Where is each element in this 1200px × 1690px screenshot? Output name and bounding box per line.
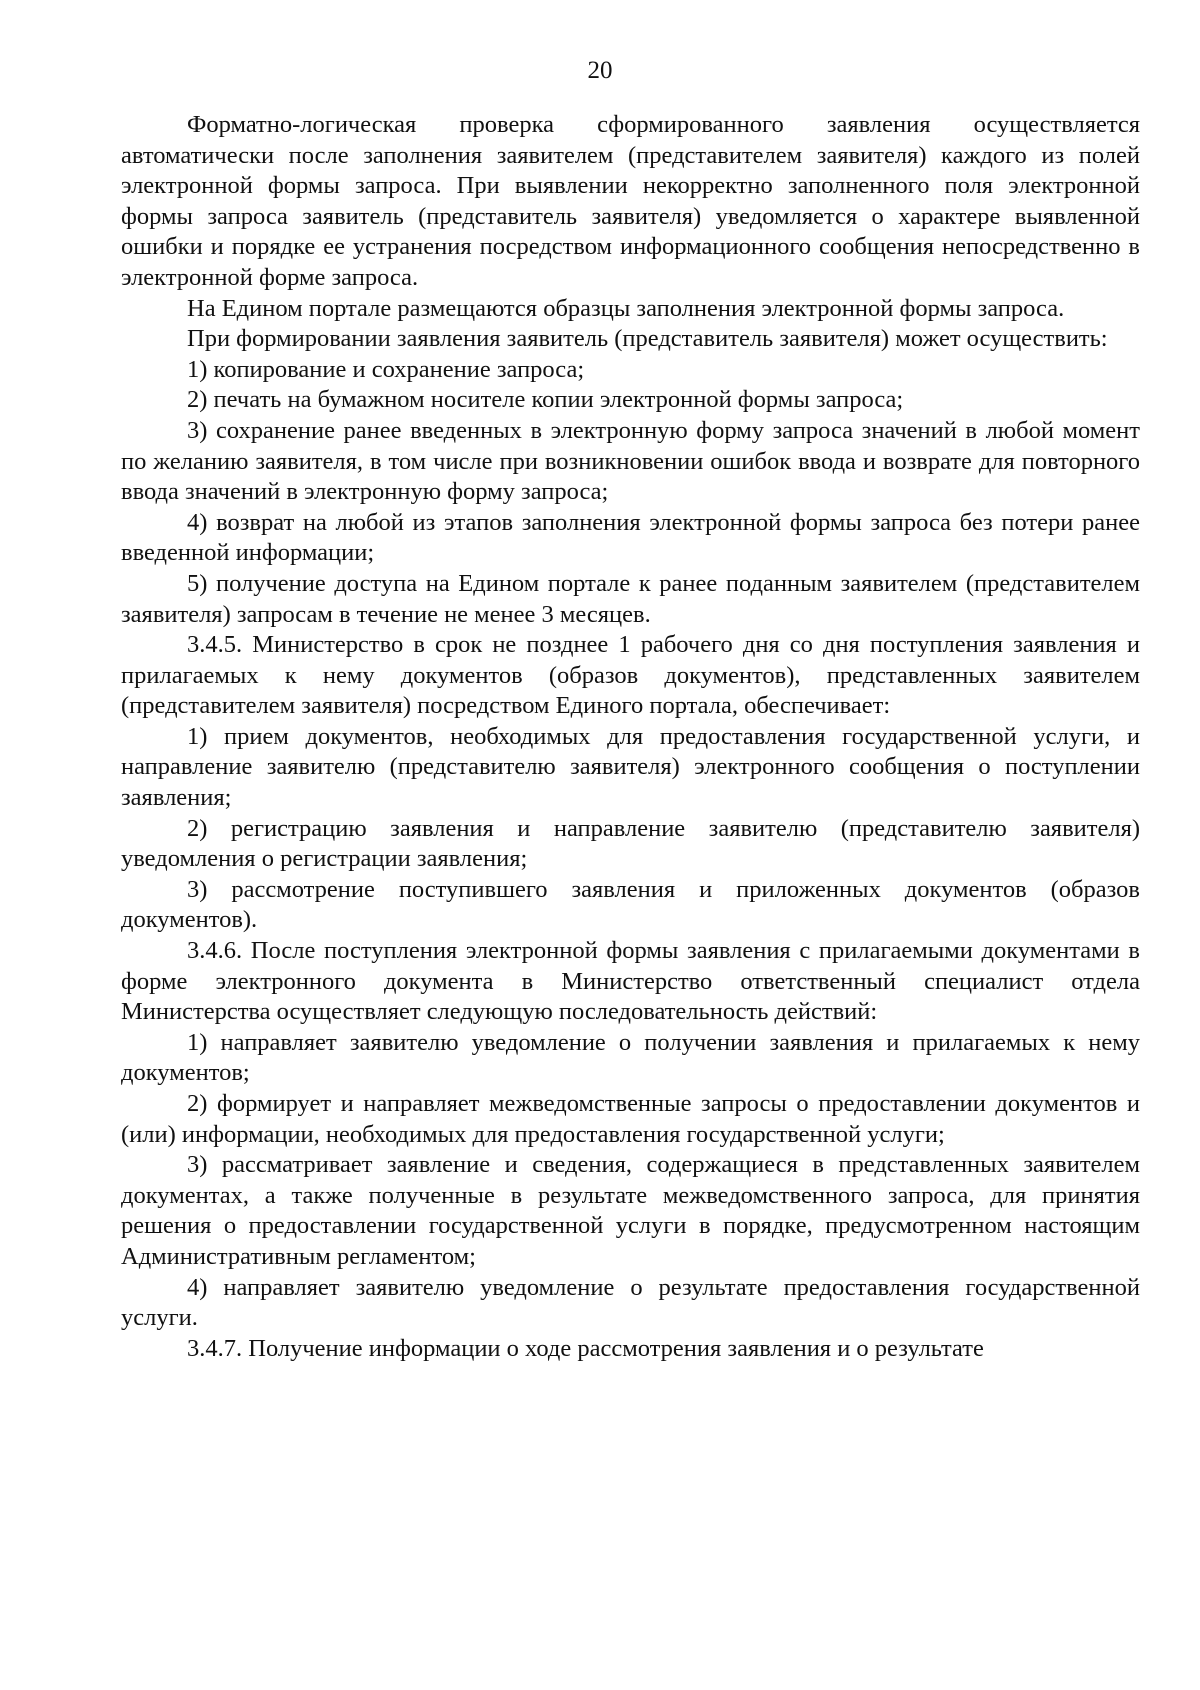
paragraph-applicant-may: При формировании заявления заявитель (представитель заявителя) может осуществить: <box>187 325 1108 353</box>
list-item-result-notice: 4) направляет заявителю уведомление о результате предоставления государственной услуги. <box>121 1273 1140 1332</box>
list-item-send-notice: 1) направляет заявителю уведомление о получении заявления и прилагаемых к нему документов; <box>121 1028 1140 1087</box>
paragraph-section-3-4-7: 3.4.7. Получение информации о ходе рассмотрения заявления и о результате <box>187 1334 984 1362</box>
list-item-registration: 2) регистрацию заявления и направление заявителю (представителю заявителя) уведомления о регистрации заявления; <box>121 814 1140 873</box>
list-item-consider-application: 3) рассматривает заявление и сведения, содержащиеся в представленных заявителем документах, а также полученные в результате межведомственного запроса, для принятия решения о предоставлении государственной услуги в порядке, предусмотренном настоящим Административным регламентом; <box>121 1151 1140 1270</box>
list-item-return-step: 4) возврат на любой из этапов заполнения электронной формы запроса без потери ранее введенной информации; <box>121 508 1140 567</box>
list-item-print: 2) печать на бумажном носителе копии электронной формы запроса; <box>187 386 904 414</box>
list-item-review: 3) рассмотрение поступившего заявления и приложенных документов (образов документов). <box>121 875 1140 934</box>
paragraph-section-3-4-5: 3.4.5. Министерство в срок не позднее 1 рабочего дня со дня поступления заявления и прилагаемых к нему документов (образов документов), представленных заявителем (представителем заявителя) посредством Единого портала, обеспечивает: <box>121 631 1140 720</box>
list-item-copy-save: 1) копирование и сохранение запроса; <box>187 355 585 383</box>
list-item-access-requests: 5) получение доступа на Едином портале к ранее поданным заявителем (представителем заявителя) запросам в течение не менее 3 месяцев. <box>121 569 1140 628</box>
page-number: 20 <box>587 57 613 84</box>
list-item-save-values: 3) сохранение ранее введенных в электронную форму запроса значений в любой момент по желанию заявителя, в том числе при возникновении ошибок ввода и возврате для повторного ввода значений в электронную форму запроса; <box>121 416 1140 506</box>
paragraph-sample-forms: На Едином портале размещаются образцы заполнения электронной формы запроса. <box>187 294 1065 322</box>
paragraph-section-3-4-6: 3.4.6. После поступления электронной формы заявления с прилагаемыми документами в форме электронного документа в Министерство ответственный специалист отдела Министерства осуществляет следующую последовательность действий: <box>121 937 1140 1026</box>
list-item-receive-documents: 1) прием документов, необходимых для предоставления государственной услуги, и направление заявителю (представителю заявителя) электронного сообщения о поступлении заявления; <box>121 722 1140 812</box>
document-body <box>121 110 1140 1364</box>
paragraph-format-logic-check: Форматно-логическая проверка сформированного заявления осуществляется автоматически после заполнения заявителем (представителем заявителя) каждого из полей электронной формы запроса. При выявлении некорректно заполненного поля электронной формы запроса заявитель (представитель заявителя) уведомляется о характере выявленной ошибки и порядке ее устранения посредством информационного сообщения непосредственно в электронной форме запроса. <box>121 111 1140 291</box>
list-item-interagency-requests: 2) формирует и направляет межведомственные запросы о предоставлении документов и (или) информации, необходимых для предоставления государственной услуги; <box>121 1090 1140 1148</box>
